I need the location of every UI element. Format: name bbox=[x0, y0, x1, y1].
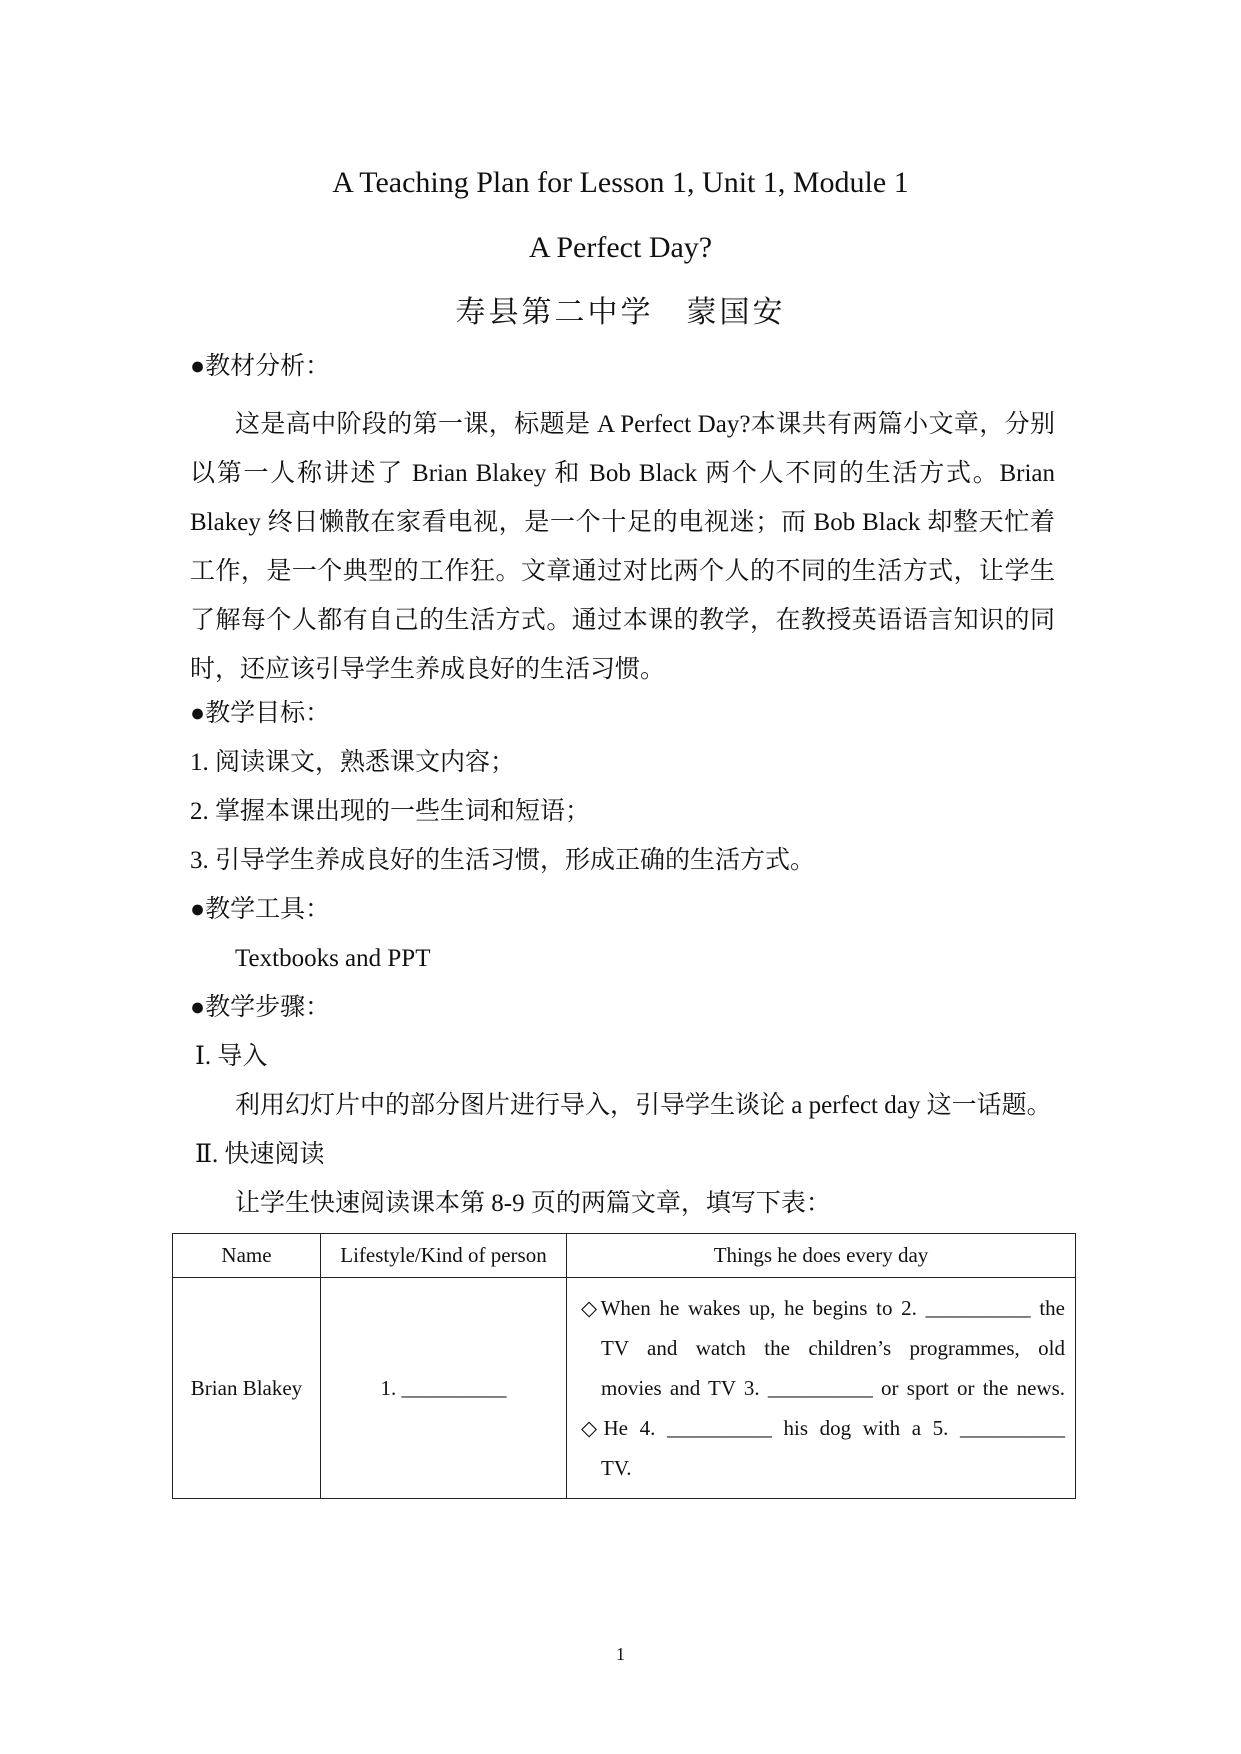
things-line-4: ◇He 4. __________ his dog with a 5. __________ bbox=[581, 1416, 1065, 1440]
things-line-2: TV and watch the children’s programmes, old bbox=[601, 1336, 1065, 1360]
reading-table bbox=[172, 1233, 1076, 1499]
tools-body: Textbooks and PPT bbox=[235, 945, 431, 972]
things-line-3: movies and TV 3. __________ or sport or the news. bbox=[601, 1376, 1065, 1400]
column-header-name: Name bbox=[173, 1234, 321, 1278]
things-line-1: ◇When he wakes up, he begins to 2. __________ the bbox=[581, 1296, 1065, 1320]
step-2-body: 让学生快速阅读课本第 8-9 页的两篇文章，填写下表： bbox=[235, 1190, 831, 1217]
step-1-label: Ⅰ. 导入 bbox=[195, 1043, 268, 1070]
step-1-body: 利用幻灯片中的部分图片进行导入，引导学生谈论 a perfect day 这一话题。 bbox=[235, 1092, 1052, 1119]
objective-item-1: 1. 阅读课文，熟悉课文内容； bbox=[190, 749, 516, 776]
column-header-lifestyle: Lifestyle/Kind of person bbox=[321, 1234, 567, 1278]
table-header-row bbox=[173, 1234, 1076, 1278]
table-row bbox=[173, 1278, 1076, 1499]
column-header-things: Things he does every day bbox=[567, 1234, 1076, 1278]
objectives-heading: ●教学目标： bbox=[190, 700, 331, 727]
objective-item-3: 3. 引导学生养成良好的生活习惯，形成正确的生活方式。 bbox=[190, 847, 816, 874]
things-line-5: TV. bbox=[601, 1456, 632, 1480]
document-title: A Teaching Plan for Lesson 1, Unit 1, Module 1 bbox=[332, 166, 909, 199]
step-2-label: Ⅱ. 快速阅读 bbox=[195, 1141, 325, 1168]
page-number: 1 bbox=[616, 1644, 625, 1664]
analysis-heading: ●教材分析： bbox=[190, 353, 331, 380]
analysis-paragraph: 这是高中阶段的第一课，标题是 A Perfect Day?本课共有两篇小文章，分别以第一人称讲述了 Brian Blakey 和 Bob Black 两个人不同的生活方式。Brian Blakey 终日懒散在家看电视，是一个十足的电视迷；而 Bob Black 却整天忙着工作，是一个典型的工作狂。文章通过对比两个人的不同的生活方式，让学生了解每个人都有自己的生活方式。通过本课的教学，在教授英语语言知识的同时，还应该引导学生养成良好的生活习惯。 bbox=[190, 411, 1055, 683]
objective-item-2: 2. 掌握本课出现的一些生词和短语； bbox=[190, 798, 591, 825]
cell-name: Brian Blakey bbox=[173, 1278, 321, 1499]
cell-lifestyle-blank: 1. __________ bbox=[321, 1278, 567, 1499]
cell-things bbox=[567, 1278, 1076, 1499]
tools-heading: ●教学工具： bbox=[190, 896, 331, 923]
document-subtitle: A Perfect Day? bbox=[528, 231, 713, 264]
steps-heading: ●教学步骤： bbox=[190, 994, 331, 1021]
author-line: 寿县第二中学 蒙国安 bbox=[455, 296, 786, 329]
